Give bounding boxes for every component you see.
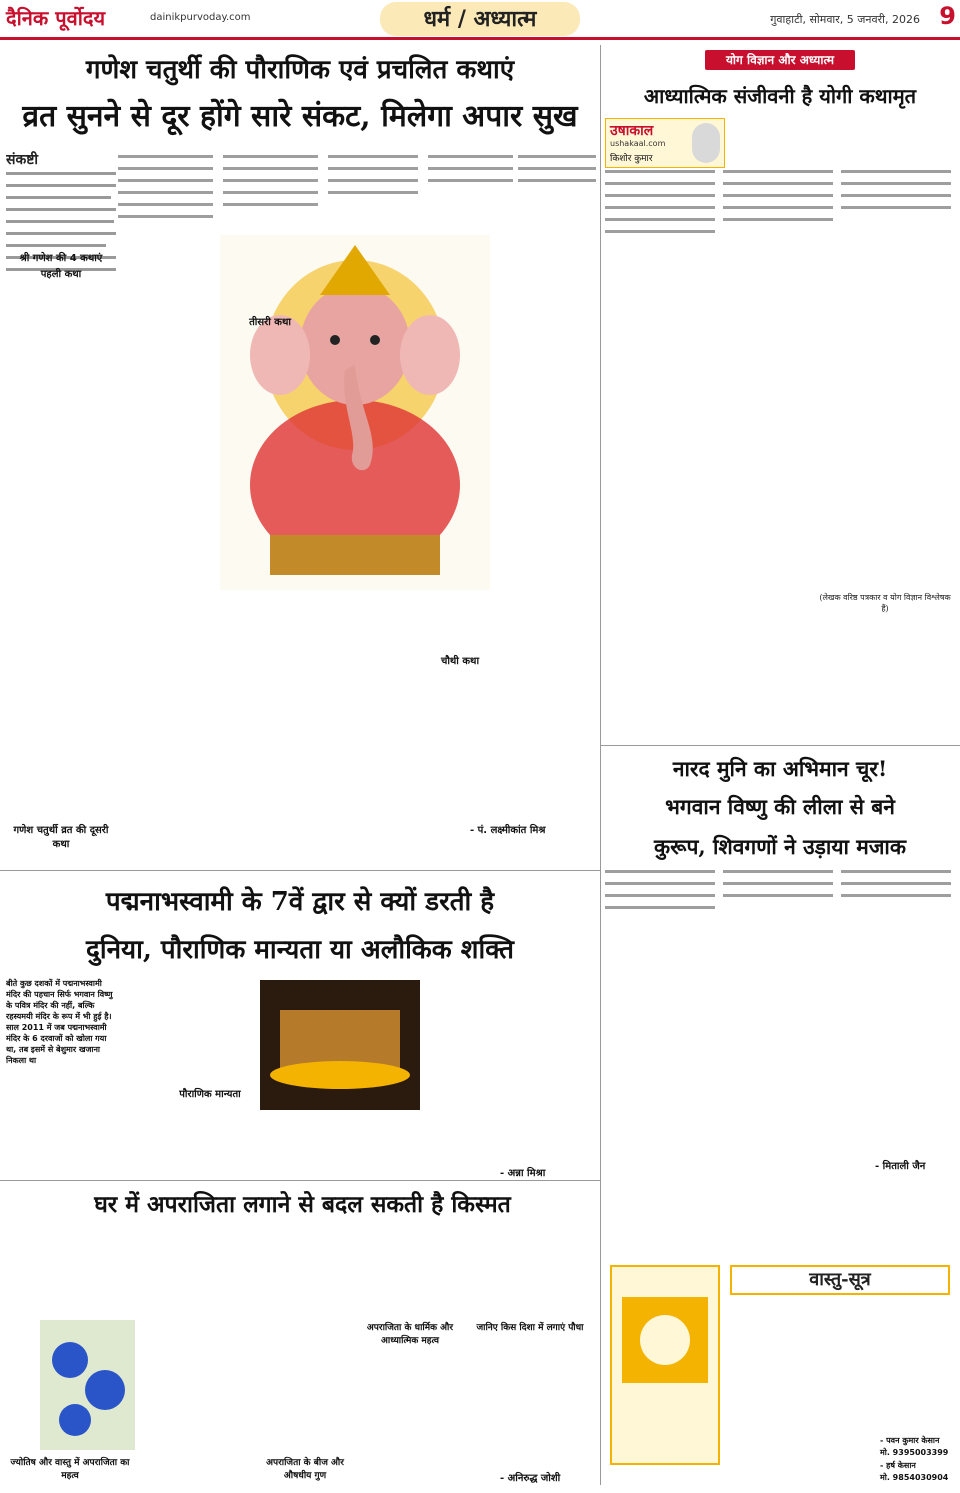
- yoga-logo-text: उषाकाल: [610, 123, 654, 139]
- aparajita-image: [40, 1320, 135, 1450]
- yoga-logo-box: [605, 118, 725, 168]
- narad-headline-1: नारद मुनि का अभिमान चूर!: [672, 756, 888, 781]
- yoga-tag: योग विज्ञान और अध्यात्म: [705, 50, 855, 70]
- ganesh-sub-four-stories: श्री गणेश की 4 कथाएं: [19, 253, 103, 264]
- ganesh-sub-third-story: तीसरी कथा: [249, 317, 291, 328]
- padmanabha-headline-1: पद्मनाभस्वामी के 7वें द्वार से क्यों डरती है: [105, 887, 495, 917]
- vastu-graphic: [612, 1267, 718, 1463]
- site-url: dainikpurvoday.com: [150, 12, 251, 23]
- yoga-credit: (लेखक वरिष्ठ पत्रकार व योग विज्ञान विश्लेषक हैं): [819, 593, 951, 613]
- narad-headline-3: कुरूप, शिवगणों ने उड़ाया मजाक: [654, 834, 906, 859]
- ganesh-dropcap: संकष्टी: [6, 152, 39, 168]
- vastu-title: वास्तु-सूत्र: [730, 1265, 950, 1295]
- dateline: गुवाहाटी, सोमवार, 5 जनवरी, 2026: [770, 13, 920, 26]
- section-title: धर्म / अध्यात्म: [380, 2, 580, 36]
- yoga-headline: आध्यात्मिक संजीवनी है योगी कथामृत: [643, 84, 917, 108]
- vastu-phone-2: मो. 9854030904: [880, 1473, 949, 1482]
- padmanabha-sub: पौराणिक मान्यता: [179, 1089, 241, 1100]
- padmanabha-author: - अन्ना मिश्रा: [500, 1168, 546, 1179]
- page-number: 9: [939, 2, 956, 30]
- padmanabha-lead: बीते कुछ दशकों में पद्मनाभस्वामी मंदिर की पहचान सिर्फ भगवान विष्णु के पवित्र मंदिर की नहीं, बल्कि रहस्यमयी मंदिर के रूप में भी हुई है। साल 2011 में जब पद्मनाभस्वामी मंदिर के 6 दरवाजों को खोला गया था, तब इसमें से बेशुमार खजाना निकला था: [6, 979, 113, 1065]
- aparajita-author: - अनिरुद्ध जोशी: [500, 1473, 561, 1484]
- yoga-logo-site: ushakaal.com: [610, 139, 666, 148]
- yoga-author: किशोर कुमार: [610, 154, 653, 164]
- temple-illustration: [260, 980, 420, 1110]
- vastu-author-2: - हर्ष केसान: [880, 1461, 916, 1470]
- newspaper-brand: दैनिक पूर्वोदय: [6, 6, 106, 30]
- section-rule: [0, 870, 600, 871]
- vastu-illustration: [610, 1265, 720, 1465]
- ganesh-headline: व्रत सुनने से दूर होंगे सारे संकट, मिलेगा अपार सुख: [22, 99, 578, 134]
- vastu-phone-1: मो. 9395003399: [880, 1448, 949, 1457]
- section-rule: [600, 745, 960, 746]
- narad-body-text: [605, 870, 955, 1190]
- aparajita-sub-astrology: ज्योतिष और वास्तु में अपराजिता का महत्व: [10, 1458, 130, 1481]
- narad-headline-2: भगवान विष्णु की लीला से बने: [665, 794, 895, 819]
- ganesh-author: - पं. लक्ष्मीकांत मिश्र: [470, 825, 546, 836]
- ganesh-body-text: [118, 155, 598, 835]
- aparajita-sub-direction: जानिए किस दिशा में लगाएं पौधा: [476, 1323, 584, 1333]
- flower-illustration: [40, 1320, 135, 1450]
- ganesh-kicker: गणेश चतुर्थी की पौराणिक एवं प्रचलित कथाएं: [85, 55, 515, 85]
- column-rule: [600, 45, 601, 1485]
- aparajita-headline: घर में अपराजिता लगाने से बदल सकती है किस्मत: [94, 1191, 511, 1218]
- aparajita-sub-religious: अपराजिता के धार्मिक और आध्यात्मिक महत्व: [366, 1323, 454, 1346]
- temple-image: [260, 980, 420, 1110]
- aparajita-sub-seeds: अपराजिता के बीज और औषधीय गुण: [266, 1458, 344, 1481]
- author-avatar: [692, 123, 720, 163]
- ganesh-sub-first-story: पहली कथा: [40, 269, 82, 280]
- vastu-author-1: - पवन कुमार केसान: [880, 1436, 940, 1445]
- section-rule: [0, 1180, 600, 1181]
- ganesh-sub-fourth-story: चौथी कथा: [440, 656, 480, 667]
- ganesh-sub-second-story: गणेश चतुर्थी व्रत की दूसरी कथा: [13, 825, 109, 850]
- masthead: [0, 0, 960, 40]
- padmanabha-headline-2: दुनिया, पौराणिक मान्यता या अलौकिक शक्ति: [86, 935, 514, 965]
- narad-author: - मिताली जैन: [875, 1161, 926, 1172]
